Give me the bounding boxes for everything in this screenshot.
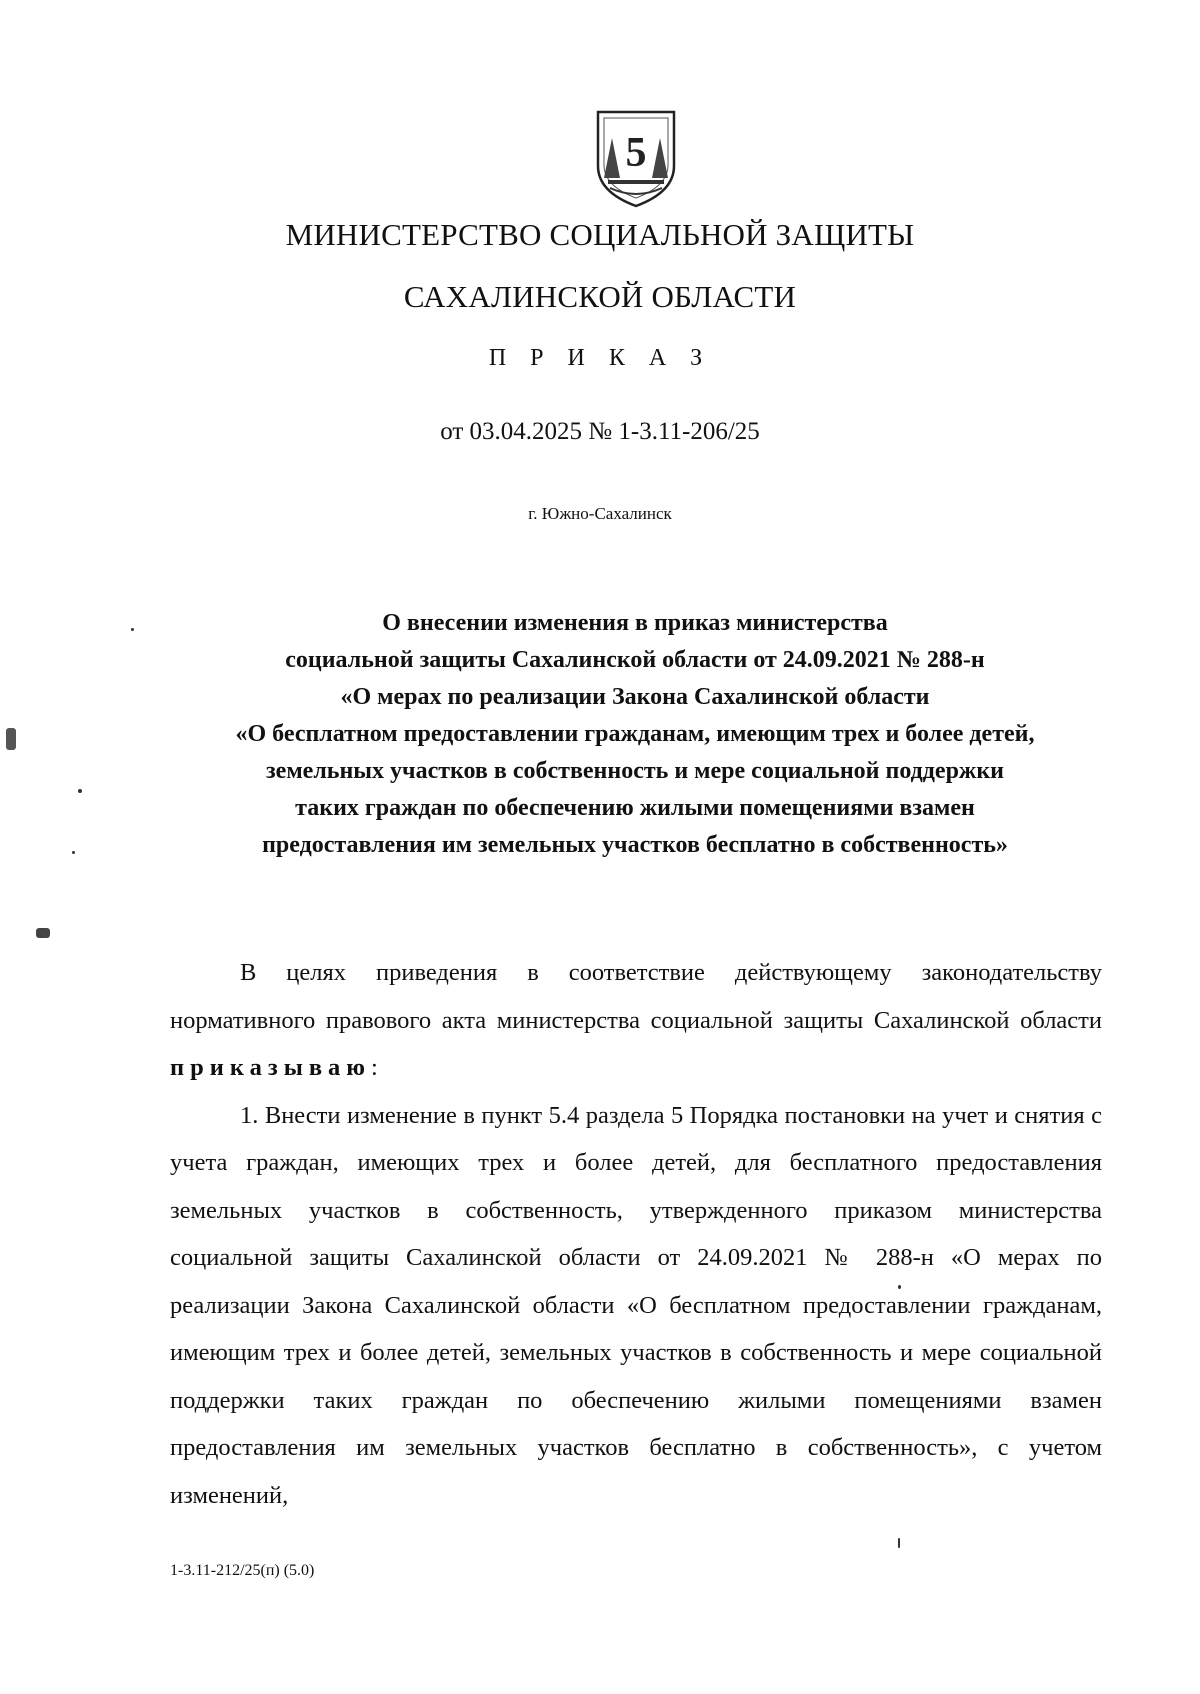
title-line: «О бесплатном предоставлении гражданам, имеющим трех и более детей, bbox=[235, 721, 1035, 747]
scan-speck bbox=[72, 851, 75, 854]
title-line: социальной защиты Сахалинской области от 24.09.2021 № 288-н bbox=[285, 647, 985, 673]
scan-speck bbox=[898, 1285, 901, 1289]
ministry-name-line2: САХАЛИНСКОЙ ОБЛАСТИ bbox=[403, 279, 797, 314]
title-line: О внесении изменения в приказ министерства bbox=[382, 610, 888, 636]
order-verb: приказываю bbox=[170, 1054, 372, 1081]
preamble-colon: : bbox=[371, 1054, 378, 1081]
scan-speck bbox=[78, 789, 82, 793]
preamble-text: В целях приведения в соответствие действующему законодательству нормативного правового акта министерства социальной защиты Сахалинской области bbox=[170, 959, 1102, 1034]
title-line: земельных участков в собственность и мере социальной поддержки bbox=[266, 758, 1004, 784]
city-name: г. Южно-Сахалинск bbox=[528, 504, 672, 523]
scan-speck bbox=[898, 1538, 900, 1548]
title-line: таких граждан по обеспечению жилыми помещениями взамен bbox=[295, 795, 975, 821]
scan-speck bbox=[36, 928, 50, 938]
preamble-paragraph bbox=[170, 949, 1102, 1092]
order-body bbox=[170, 949, 1102, 1519]
order-title bbox=[150, 605, 1120, 864]
document-code: 1-3.11-212/25(п) (5.0) bbox=[170, 1562, 315, 1579]
order-number: от 03.04.2025 № 1-3.11-206/25 bbox=[440, 418, 760, 445]
ministry-name-line1: МИНИСТЕРСТВО СОЦИАЛЬНОЙ ЗАЩИТЫ bbox=[285, 217, 915, 252]
coat-of-arms-icon bbox=[592, 108, 680, 208]
title-line: «О мерах по реализации Закона Сахалинской области bbox=[340, 684, 930, 710]
scan-speck bbox=[6, 728, 16, 750]
clause-1-paragraph: 1. Внести изменение в пункт 5.4 раздела 5 Порядка постановки на учет и снятия с учета граждан, имеющих трех и более детей, для бесплатного предоставления земельных участков в собственность, утвержденного приказом министерства социальной защиты Сахалинской области от 24.09.2021 № 288-н «О мерах по реализации Закона Сахалинской области «О бесплатном предоставлении гражданам, имеющим трех и более детей, земельных участков в собственность и мере социальной поддержки таких граждан по обеспечению жилыми помещениями взамен предоставления им земельных участков бесплатно в собственность», с учетом изменений, bbox=[170, 1101, 1102, 1509]
title-line: предоставления им земельных участков бесплатно в собственность» bbox=[262, 832, 1008, 858]
svg-text:5: 5 bbox=[625, 130, 647, 176]
document-type: П Р И К А З bbox=[488, 345, 712, 371]
scan-speck bbox=[131, 628, 134, 631]
